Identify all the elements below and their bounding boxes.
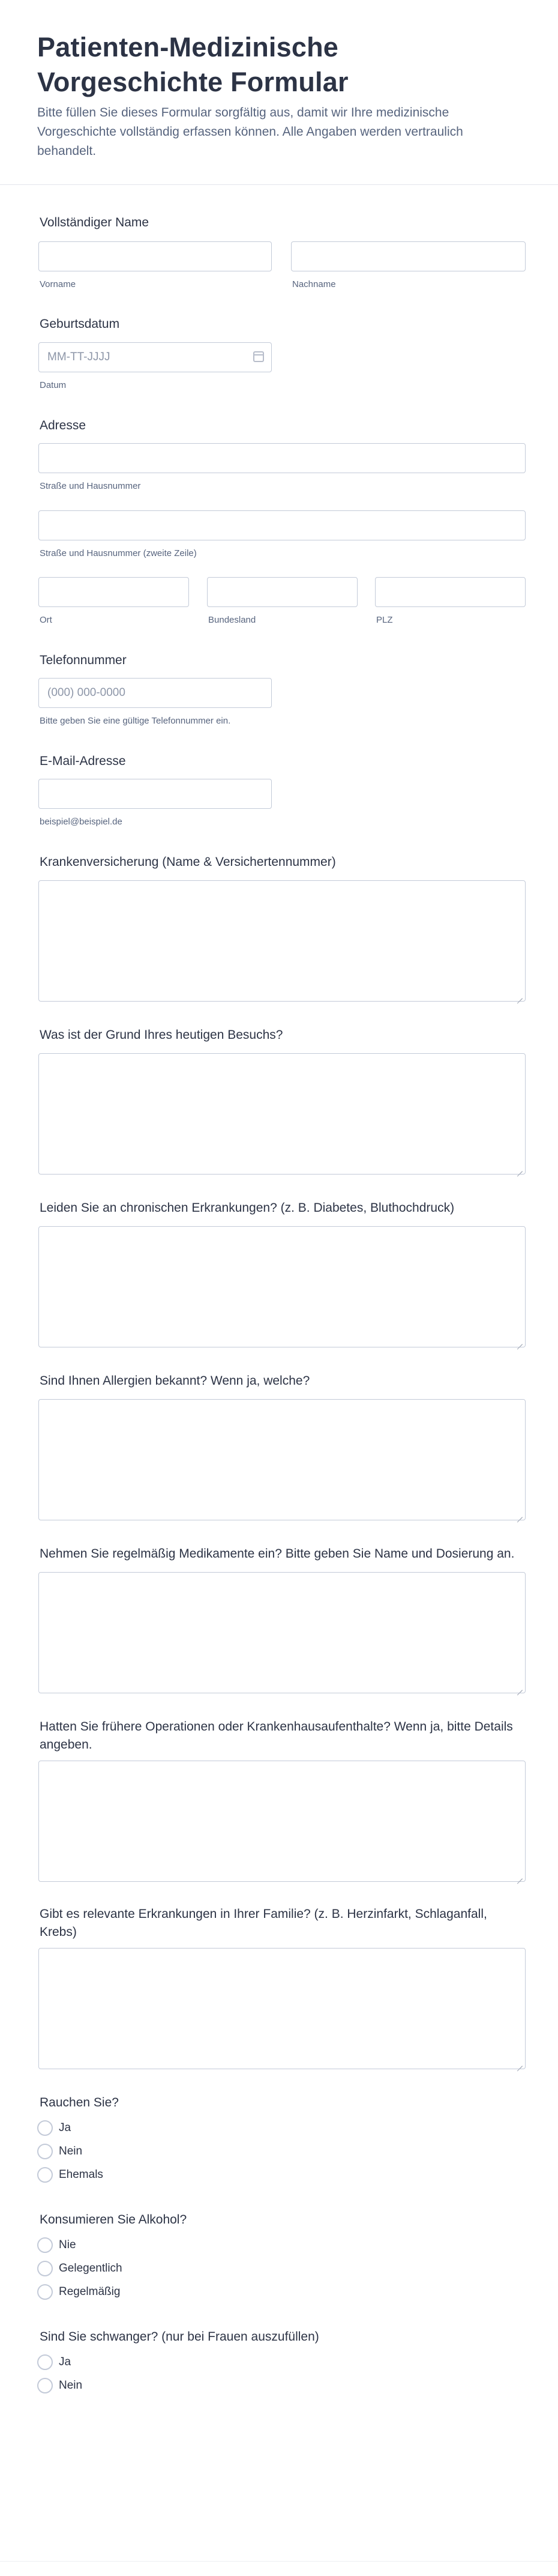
radio-label: Ja bbox=[59, 2121, 71, 2134]
smoking-option-no[interactable] bbox=[37, 2142, 82, 2160]
smoking-option-yes[interactable] bbox=[37, 2119, 71, 2137]
radio-button[interactable] bbox=[37, 2120, 53, 2136]
radio-button[interactable] bbox=[37, 2167, 53, 2183]
full-name-label: Vollständiger Name bbox=[40, 216, 149, 229]
radio-label: Nein bbox=[59, 2145, 83, 2157]
visit-reason-label: Was ist der Grund Ihres heutigen Besuchs? bbox=[40, 1028, 283, 1042]
radio-button[interactable] bbox=[37, 2144, 53, 2159]
surgeries-textarea[interactable] bbox=[38, 1761, 526, 1882]
resize-grip-icon[interactable] bbox=[517, 1166, 523, 1172]
family-history-textarea[interactable] bbox=[38, 1948, 526, 2069]
radio-button[interactable] bbox=[37, 2284, 53, 2300]
state-sublabel: Bundesland bbox=[208, 615, 256, 625]
street2-sublabel: Straße und Hausnummer (zweite Zeile) bbox=[40, 548, 197, 558]
radio-button[interactable] bbox=[37, 2237, 53, 2253]
pregnant-option-no[interactable] bbox=[37, 2377, 82, 2395]
state-input[interactable] bbox=[207, 577, 358, 607]
smoking-option-former[interactable] bbox=[37, 2166, 103, 2184]
zip-sublabel: PLZ bbox=[376, 615, 393, 625]
phone-label: Telefonnummer bbox=[40, 653, 127, 667]
birthdate-input[interactable] bbox=[38, 342, 272, 372]
resize-grip-icon[interactable] bbox=[517, 1338, 523, 1344]
resize-grip-icon[interactable] bbox=[517, 2060, 523, 2066]
resize-grip-icon[interactable] bbox=[517, 1684, 523, 1690]
smoking-label: Rauchen Sie? bbox=[40, 2096, 119, 2109]
insurance-label: Krankenversicherung (Name & Versichertennummer) bbox=[40, 855, 336, 869]
last-name-sublabel: Nachname bbox=[292, 279, 336, 289]
pregnant-option-yes[interactable] bbox=[37, 2353, 71, 2371]
city-input[interactable] bbox=[38, 577, 189, 607]
alcohol-label: Konsumieren Sie Alkohol? bbox=[40, 2213, 187, 2227]
first-name-input[interactable] bbox=[38, 241, 272, 271]
phone-sublabel: Bitte geben Sie eine gültige Telefonnummer ein. bbox=[40, 716, 231, 726]
city-sublabel: Ort bbox=[40, 615, 52, 625]
zip-input[interactable] bbox=[375, 577, 526, 607]
allergies-label: Sind Ihnen Allergien bekannt? Wenn ja, welche? bbox=[40, 1374, 310, 1388]
footer-divider bbox=[0, 2561, 558, 2562]
insurance-textarea[interactable] bbox=[38, 880, 526, 1002]
radio-label: Nein bbox=[59, 2379, 83, 2392]
street-sublabel: Straße und Hausnummer bbox=[40, 481, 141, 491]
radio-label: Ehemals bbox=[59, 2168, 103, 2181]
email-sublabel: beispiel@beispiel.de bbox=[40, 817, 122, 827]
email-input[interactable] bbox=[38, 779, 272, 809]
radio-button[interactable] bbox=[37, 2261, 53, 2276]
radio-label: Gelegentlich bbox=[59, 2262, 122, 2275]
radio-label: Regelmäßig bbox=[59, 2285, 121, 2298]
alcohol-option-never[interactable] bbox=[37, 2236, 76, 2254]
chronic-conditions-label: Leiden Sie an chronischen Erkrankungen? (z. B. Diabetes, Bluthochdruck) bbox=[40, 1201, 455, 1215]
street-input[interactable] bbox=[38, 443, 526, 473]
birthdate-sublabel: Datum bbox=[40, 380, 67, 390]
surgeries-label: Hatten Sie frühere Operationen oder Krankenhausaufenthalte? Wenn ja, bitte Details angeben. bbox=[40, 1720, 513, 1752]
radio-label: Ja bbox=[59, 2356, 71, 2368]
alcohol-option-occasionally[interactable] bbox=[37, 2260, 122, 2278]
resize-grip-icon[interactable] bbox=[517, 1511, 523, 1517]
birthdate-label: Geburtsdatum bbox=[40, 317, 120, 331]
medications-textarea[interactable] bbox=[38, 1572, 526, 1693]
birthdate-placeholder: MM-TT-JJJJ bbox=[47, 351, 110, 363]
chronic-conditions-textarea[interactable] bbox=[38, 1226, 526, 1347]
radio-label: Nie bbox=[59, 2239, 76, 2251]
pregnant-label: Sind Sie schwanger? (nur bei Frauen auszufüllen) bbox=[40, 2330, 319, 2344]
calendar-icon[interactable] bbox=[253, 351, 264, 362]
alcohol-option-regularly[interactable] bbox=[37, 2283, 120, 2301]
resize-grip-icon[interactable] bbox=[517, 1873, 523, 1879]
radio-button[interactable] bbox=[37, 2378, 53, 2393]
header-divider bbox=[0, 184, 558, 185]
phone-input[interactable] bbox=[38, 678, 272, 708]
form-title: Patienten-Medizinische Vorgeschichte Formular bbox=[37, 32, 349, 97]
allergies-textarea[interactable] bbox=[38, 1399, 526, 1520]
medications-label: Nehmen Sie regelmäßig Medikamente ein? Bitte geben Sie Name und Dosierung an. bbox=[40, 1547, 515, 1561]
phone-placeholder: (000) 000-0000 bbox=[47, 686, 125, 699]
form-header bbox=[37, 30, 521, 161]
resize-grip-icon[interactable] bbox=[517, 993, 523, 999]
visit-reason-textarea[interactable] bbox=[38, 1053, 526, 1175]
first-name-sublabel: Vorname bbox=[40, 279, 76, 289]
family-history-label: Gibt es relevante Erkrankungen in Ihrer Familie? (z. B. Herzinfarkt, Schlaganfall, Krebs) bbox=[40, 1907, 487, 1939]
last-name-input[interactable] bbox=[291, 241, 526, 271]
street2-input[interactable] bbox=[38, 510, 526, 540]
address-label: Adresse bbox=[40, 419, 86, 432]
email-label: E-Mail-Adresse bbox=[40, 754, 126, 768]
radio-button[interactable] bbox=[37, 2354, 53, 2370]
form-subtitle: Bitte füllen Sie dieses Formular sorgfältig aus, damit wir Ihre medizinische Vorgeschichte vollständig erfassen können. Alle Angaben werden vertraulich behandelt. bbox=[37, 106, 463, 158]
